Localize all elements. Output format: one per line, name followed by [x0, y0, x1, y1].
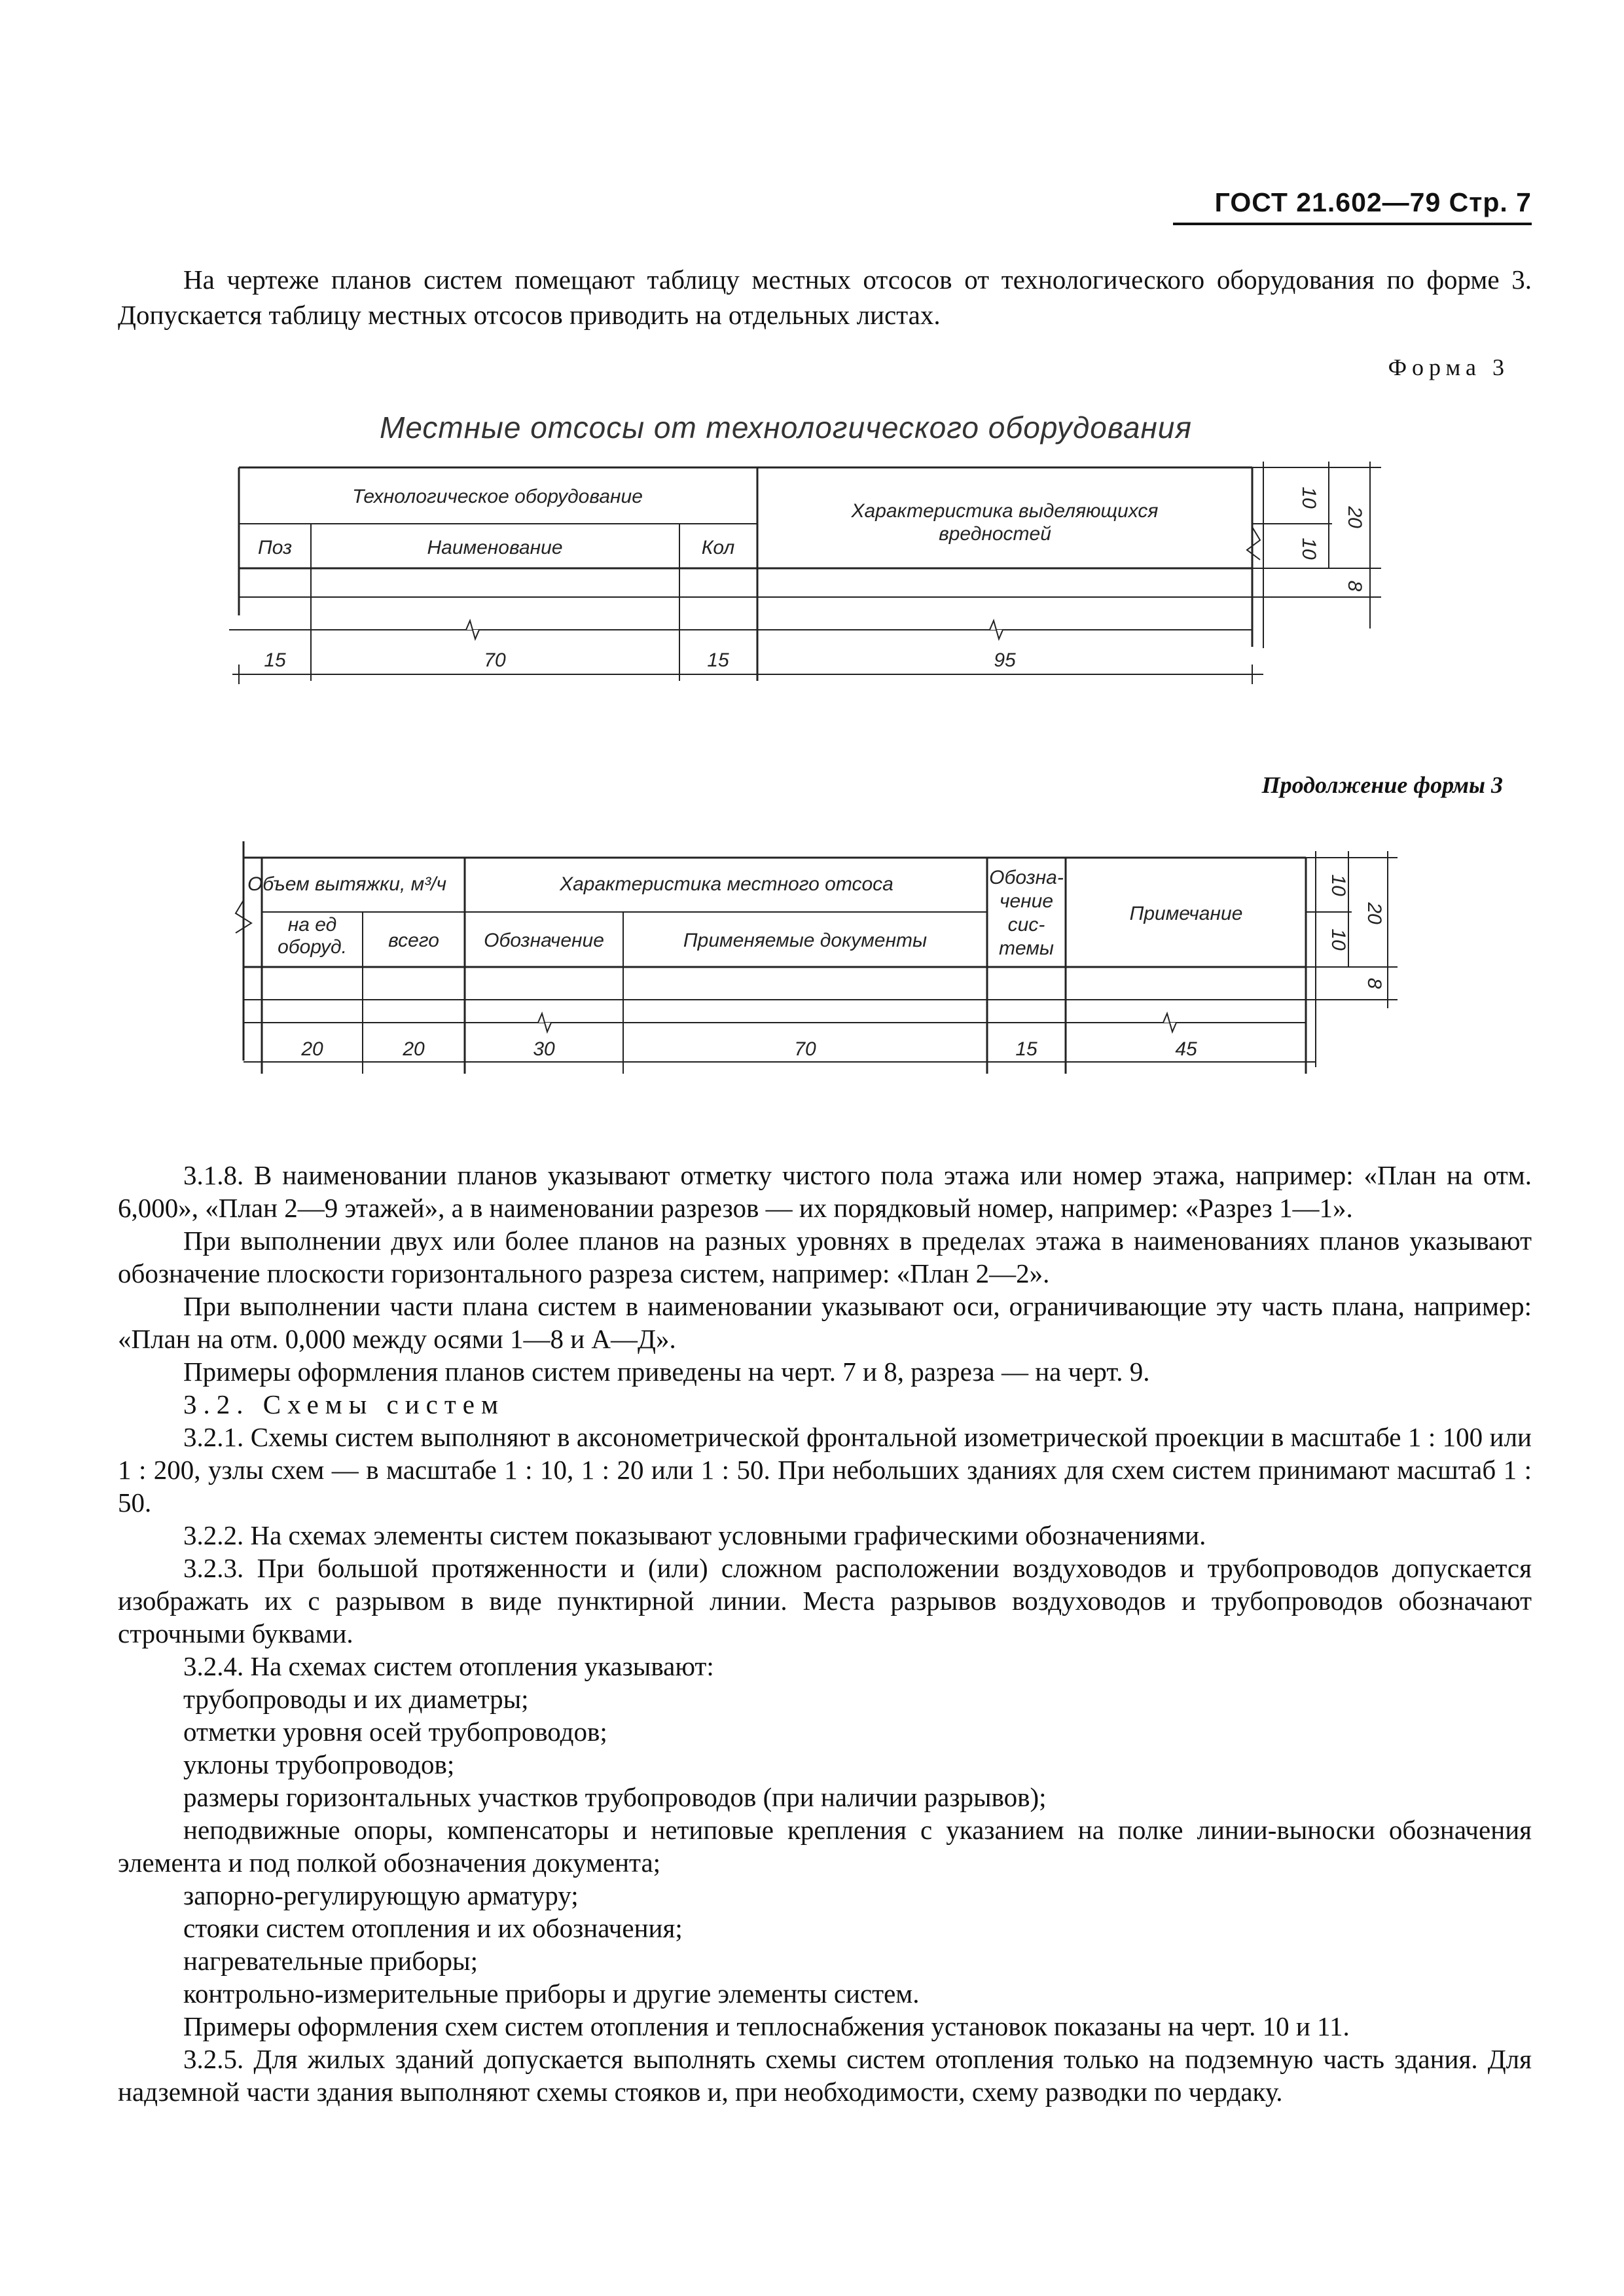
t1-height-1: 10 [1298, 486, 1320, 509]
t2-height-1: 10 [1327, 874, 1349, 896]
t1-group-header: Технологическое оборудование [352, 486, 643, 507]
t2-group-char: Характеристика местного отсоса [560, 873, 893, 895]
t1-width-4: 95 [994, 649, 1016, 671]
continuation-label: Продолжение формы 3 [1261, 772, 1503, 798]
t2-width-2: 20 [403, 1038, 425, 1060]
t2-col-per-unit-l1: на ед [287, 914, 337, 936]
paragraph-3-2-5: 3.2.5. Для жилых зданий допускается выполнять схемы систем отопления только на подземную часть здания. Для надземной части здания выполняют схемы стояков и, при необходимости, схему разводки по чердаку. [118, 2044, 1532, 2107]
t2-width-5: 15 [1015, 1038, 1038, 1060]
t2-width-4: 70 [794, 1038, 816, 1060]
t2-col-note: Примечание [1129, 903, 1243, 924]
form3-continuation-table [0, 0, 1624, 1113]
paragraph-plan-examples: Примеры оформления планов систем приведены на черт. 7 и 8, разреза — на черт. 9. [183, 1357, 1150, 1387]
t1-col-pos: Поз [257, 537, 293, 558]
t2-height-4: 8 [1363, 977, 1385, 989]
t2-col-system-l3: сис- [1007, 914, 1045, 936]
t2-col-designation: Обозначение [484, 930, 604, 951]
list-item: уклоны трубопроводов; [183, 1749, 455, 1779]
intro-paragraph: На чертеже планов систем помещают таблицу местных отсосов от технологического оборудования по форме 3. Допускается таблицу местных отсосов приводить на отдельных листах. [118, 264, 1532, 330]
list-item: стояки систем отопления и их обозначения; [183, 1913, 683, 1943]
paragraph-heating-examples: Примеры оформления схем систем отопления и теплоснабжения установок показаны на черт. 10 и 11. [183, 2011, 1350, 2041]
list-item: трубопроводы и их диаметры; [183, 1684, 529, 1714]
list-item: контрольно-измерительные приборы и другие элементы систем. [183, 1978, 920, 2009]
t2-break-2 [1155, 1013, 1185, 1032]
t2-col-system-l4: темы [999, 938, 1054, 959]
list-item: размеры горизонтальных участков трубопроводов (при наличии разрывов); [183, 1782, 1047, 1812]
paragraph-3-2-2: 3.2.2. На схемах элементы систем показывают условными графическими обозначениями. [183, 1520, 1206, 1550]
list-item: нагревательные приборы; [183, 1946, 478, 1976]
t2-height-3: 20 [1363, 902, 1385, 924]
body-text [118, 1159, 1532, 2108]
paragraph-3-1-8: 3.1.8. В наименовании планов указывают отметку чистого пола этажа или номер этажа, например: «План на отм. 6,000», «План 2—9 этажей», а в наименовании разрезов — их порядковый номер, например: «Разрез 1—1». [118, 1160, 1532, 1223]
t1-col-qty: Кол [701, 537, 735, 558]
list-item: запорно-регулирующую арматуру; [183, 1880, 579, 1910]
t1-width-1: 15 [264, 649, 286, 671]
paragraph-plans-levels: При выполнении двух или более планов на разных уровнях в пределах этажа в наименованиях планов указывают обозначение плоскости горизонтального разреза систем, например: «План 2—2». [118, 1226, 1532, 1288]
t2-break-1 [530, 1013, 560, 1032]
t2-width-6: 45 [1175, 1038, 1197, 1060]
t2-col-per-unit-l2: оборуд. [278, 936, 347, 958]
list-item: неподвижные опоры, компенсаторы и нетиповые крепления с указанием на полке линии-выноски обозначения элемента и под полкой обозначения документа; [118, 1815, 1532, 1878]
paragraph-3-2-4: 3.2.4. На схемах систем отопления указывают: [183, 1651, 714, 1681]
t2-col-system-l1: Обозна- [989, 867, 1064, 888]
t2-col-total: всего [388, 930, 439, 951]
t1-width-2: 70 [484, 649, 506, 671]
t1-height-4: 8 [1344, 580, 1365, 592]
t2-col-documents: Применяемые документы [683, 930, 928, 951]
t1-height-2: 10 [1298, 538, 1320, 560]
table1-title: Местные отсосы от технологического оборудования [380, 410, 1192, 445]
form-label: Форма 3 [1388, 354, 1509, 380]
paragraph-plan-part: При выполнении части плана систем в наименовании указывают оси, ограничивающие эту часть плана, например: «План на отм. 0,000 между осями 1—8 и А—Д». [118, 1291, 1532, 1354]
t1-col-name: Наименование [427, 537, 563, 558]
paragraph-3-2-3: 3.2.3. При большой протяженности и (или) сложном расположении воздуховодов и трубопроводов допускается изображать их с разрывом в виде пунктирной линии. Места разрывов воздуховодов и трубопроводов обозначают строчными буквами. [118, 1553, 1532, 1649]
t2-width-3: 30 [533, 1038, 555, 1060]
t2-col-system-l2: чение [999, 890, 1054, 912]
t1-col-char-l2: вредностей [939, 523, 1051, 545]
t1-col-char-l1: Характеристика выделяющихся [851, 500, 1159, 522]
list-item: отметки уровня осей трубопроводов; [183, 1717, 607, 1747]
page-number: ГОСТ 21.602—79 Стр. 7 [1214, 187, 1532, 217]
t1-height-3: 20 [1344, 506, 1365, 528]
t2-height-2: 10 [1327, 928, 1349, 951]
t1-width-3: 15 [707, 649, 729, 671]
section-heading-3-2: 3.2. Схемы систем [183, 1389, 505, 1419]
t2-width-1: 20 [301, 1038, 323, 1060]
paragraph-3-2-1: 3.2.1. Схемы систем выполняют в аксонометрической фронтальной изометрической проекции в масштабе 1 : 100 или 1 : 200, узлы схем — в масштабе 1 : 10, 1 : 20 или 1 : 50. При небольших зданиях для схем систем принимают масштаб 1 : 50. [118, 1422, 1532, 1518]
t2-group-volume: Объем вытяжки, м³/ч [247, 873, 447, 895]
